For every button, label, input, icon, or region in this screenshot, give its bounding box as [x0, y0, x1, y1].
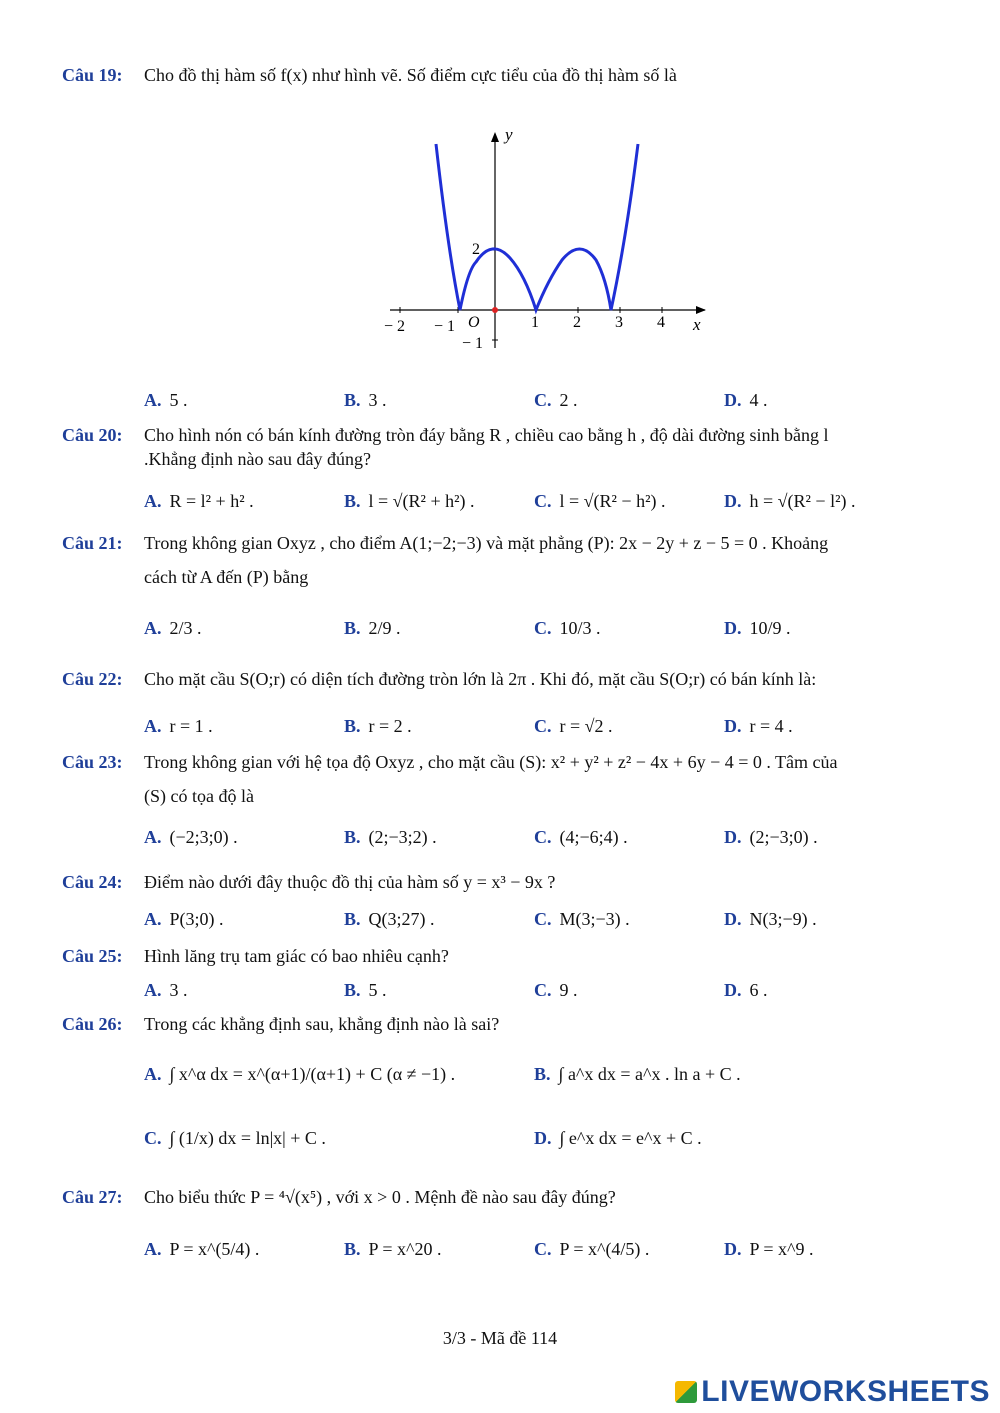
option-b[interactable]: B. r = 2 .: [344, 716, 412, 736]
page-footer: 3/3 - Mã đề 114: [442, 1328, 558, 1348]
question-26: [62, 1007, 942, 1041]
function-graph: [380, 120, 720, 360]
y-tick-label: − 1: [462, 335, 484, 352]
option-c[interactable]: C. r = √2 .: [534, 716, 613, 736]
question-text: Cho biểu thức P = ⁴√(x⁵) , với x > 0 . Mệnh đề nào sau đây đúng?: [144, 1187, 616, 1207]
function-curve: [436, 144, 638, 310]
logo-text: LIVEWORKSHEETS: [701, 1375, 990, 1408]
option-b[interactable]: B. 5 .: [344, 980, 387, 1000]
question-label: Câu 23:: [62, 752, 123, 772]
option-d[interactable]: D. r = 4 .: [724, 716, 793, 736]
options-21: [144, 608, 960, 648]
x-axis-arrow: [696, 306, 706, 314]
option-a[interactable]: A. 2/3 .: [144, 618, 202, 638]
question-text: Cho mặt cầu S(O;r) có diện tích đường tròn lớn là 2π . Khi đó, mặt cầu S(O;r) có bán kính là:: [144, 669, 817, 689]
x-tick-label: 1: [531, 314, 539, 331]
x-tick-label: − 1: [434, 318, 456, 335]
question-21: [62, 526, 942, 594]
question-label: Câu 22:: [62, 669, 123, 689]
question-label: Câu 24:: [62, 872, 123, 892]
option-a[interactable]: A. P(3;0) .: [144, 909, 224, 929]
options-25: [144, 970, 960, 1010]
option-d[interactable]: D. 4 .: [724, 390, 768, 410]
option-c[interactable]: C. l = √(R² − h²) .: [534, 491, 666, 511]
option-a[interactable]: A. R = l² + h² .: [144, 491, 254, 511]
option-d[interactable]: D. (2;−3;0) .: [724, 827, 818, 847]
options-26-row2: [144, 1118, 960, 1158]
y-axis-arrow: [491, 132, 499, 142]
question-label: Câu 27:: [62, 1187, 123, 1207]
option-c[interactable]: C. 10/3 .: [534, 618, 601, 638]
question-text-cont: .Khẳng định nào sau đây đúng?: [144, 449, 371, 469]
option-a[interactable]: A. ∫ x^α dx = x^(α+1)/(α+1) + C (α ≠ −1) .: [144, 1064, 456, 1084]
question-25: [62, 939, 942, 973]
option-c[interactable]: C. 9 .: [534, 980, 578, 1000]
option-a[interactable]: A. 5 .: [144, 390, 188, 410]
x-tick-label: 3: [615, 314, 623, 331]
liveworksheets-icon: [675, 1381, 697, 1403]
question-label: Câu 21:: [62, 533, 123, 553]
option-b[interactable]: B. 2/9 .: [344, 618, 401, 638]
question-text: Trong không gian Oxyz , cho điểm A(1;−2;−3) và mặt phẳng (P): 2x − 2y + z − 5 = 0 . Khoảng: [144, 533, 829, 553]
liveworksheets-logo: [675, 1375, 990, 1409]
question-text: Trong không gian với hệ tọa độ Oxyz , cho mặt cầu (S): x² + y² + z² − 4x + 6y − 4 = 0 . Tâm của: [144, 752, 838, 772]
option-c[interactable]: C. ∫ (1/x) dx = ln|x| + C .: [144, 1128, 326, 1148]
question-22: [62, 662, 942, 696]
question-19: [62, 58, 942, 92]
options-27: [144, 1229, 960, 1269]
origin-label: O: [468, 314, 480, 331]
option-c[interactable]: C. (4;−6;4) .: [534, 827, 628, 847]
option-c[interactable]: C. M(3;−3) .: [534, 909, 630, 929]
option-b[interactable]: B. (2;−3;2) .: [344, 827, 437, 847]
question-27: [62, 1180, 942, 1214]
option-d[interactable]: D. 10/9 .: [724, 618, 791, 638]
question-text: Hình lăng trụ tam giác có bao nhiêu cạnh?: [144, 946, 449, 966]
x-axis-label: x: [693, 315, 701, 334]
origin-point: [492, 307, 498, 313]
question-label: Câu 20:: [62, 425, 123, 445]
x-tick-label: 4: [657, 314, 665, 331]
question-label: Câu 25:: [62, 946, 123, 966]
option-c[interactable]: C. 2 .: [534, 390, 578, 410]
question-20: [62, 418, 942, 476]
option-d[interactable]: D. P = x^9 .: [724, 1239, 814, 1259]
options-19: [144, 380, 960, 420]
options-24: [144, 899, 960, 939]
options-20: [144, 481, 960, 521]
option-b[interactable]: B. Q(3;27) .: [344, 909, 435, 929]
question-text-cont: cách từ A đến (P) bằng: [144, 567, 309, 587]
question-label: Câu 26:: [62, 1014, 123, 1034]
question-text: Cho đồ thị hàm số f(x) như hình vẽ. Số điểm cực tiểu của đồ thị hàm số là: [144, 65, 677, 85]
question-23: [62, 745, 942, 813]
option-d[interactable]: D. ∫ e^x dx = e^x + C .: [534, 1128, 702, 1148]
x-tick-label: − 2: [384, 318, 406, 335]
option-b[interactable]: B. l = √(R² + h²) .: [344, 491, 475, 511]
question-text-cont: (S) có tọa độ là: [144, 786, 254, 806]
x-tick-label: 2: [573, 314, 581, 331]
question-24: [62, 865, 942, 899]
question-text: Điểm nào dưới đây thuộc đồ thị của hàm số y = x³ − 9x ?: [144, 872, 556, 892]
option-a[interactable]: A. P = x^(5/4) .: [144, 1239, 260, 1259]
option-d[interactable]: D. 6 .: [724, 980, 768, 1000]
option-a[interactable]: A. (−2;3;0) .: [144, 827, 238, 847]
option-b[interactable]: B. P = x^20 .: [344, 1239, 442, 1259]
options-23: [144, 817, 960, 857]
question-text: Cho hình nón có bán kính đường tròn đáy bằng R , chiều cao bằng h , độ dài đường sinh bằng l: [144, 425, 829, 445]
option-d[interactable]: D. h = √(R² − l²) .: [724, 491, 856, 511]
y-axis-label: y: [505, 125, 513, 144]
option-d[interactable]: D. N(3;−9) .: [724, 909, 817, 929]
y-tick-label: 2: [472, 241, 480, 258]
question-text: Trong các khẳng định sau, khẳng định nào là sai?: [144, 1014, 500, 1034]
option-b[interactable]: B. 3 .: [344, 390, 387, 410]
option-a[interactable]: A. r = 1 .: [144, 716, 213, 736]
option-a[interactable]: A. 3 .: [144, 980, 188, 1000]
question-label: Câu 19:: [62, 65, 123, 85]
option-b[interactable]: B. ∫ a^x dx = a^x . ln a + C .: [534, 1064, 741, 1084]
options-26-row1: [144, 1054, 960, 1094]
options-22: [144, 706, 960, 746]
option-c[interactable]: C. P = x^(4/5) .: [534, 1239, 650, 1259]
